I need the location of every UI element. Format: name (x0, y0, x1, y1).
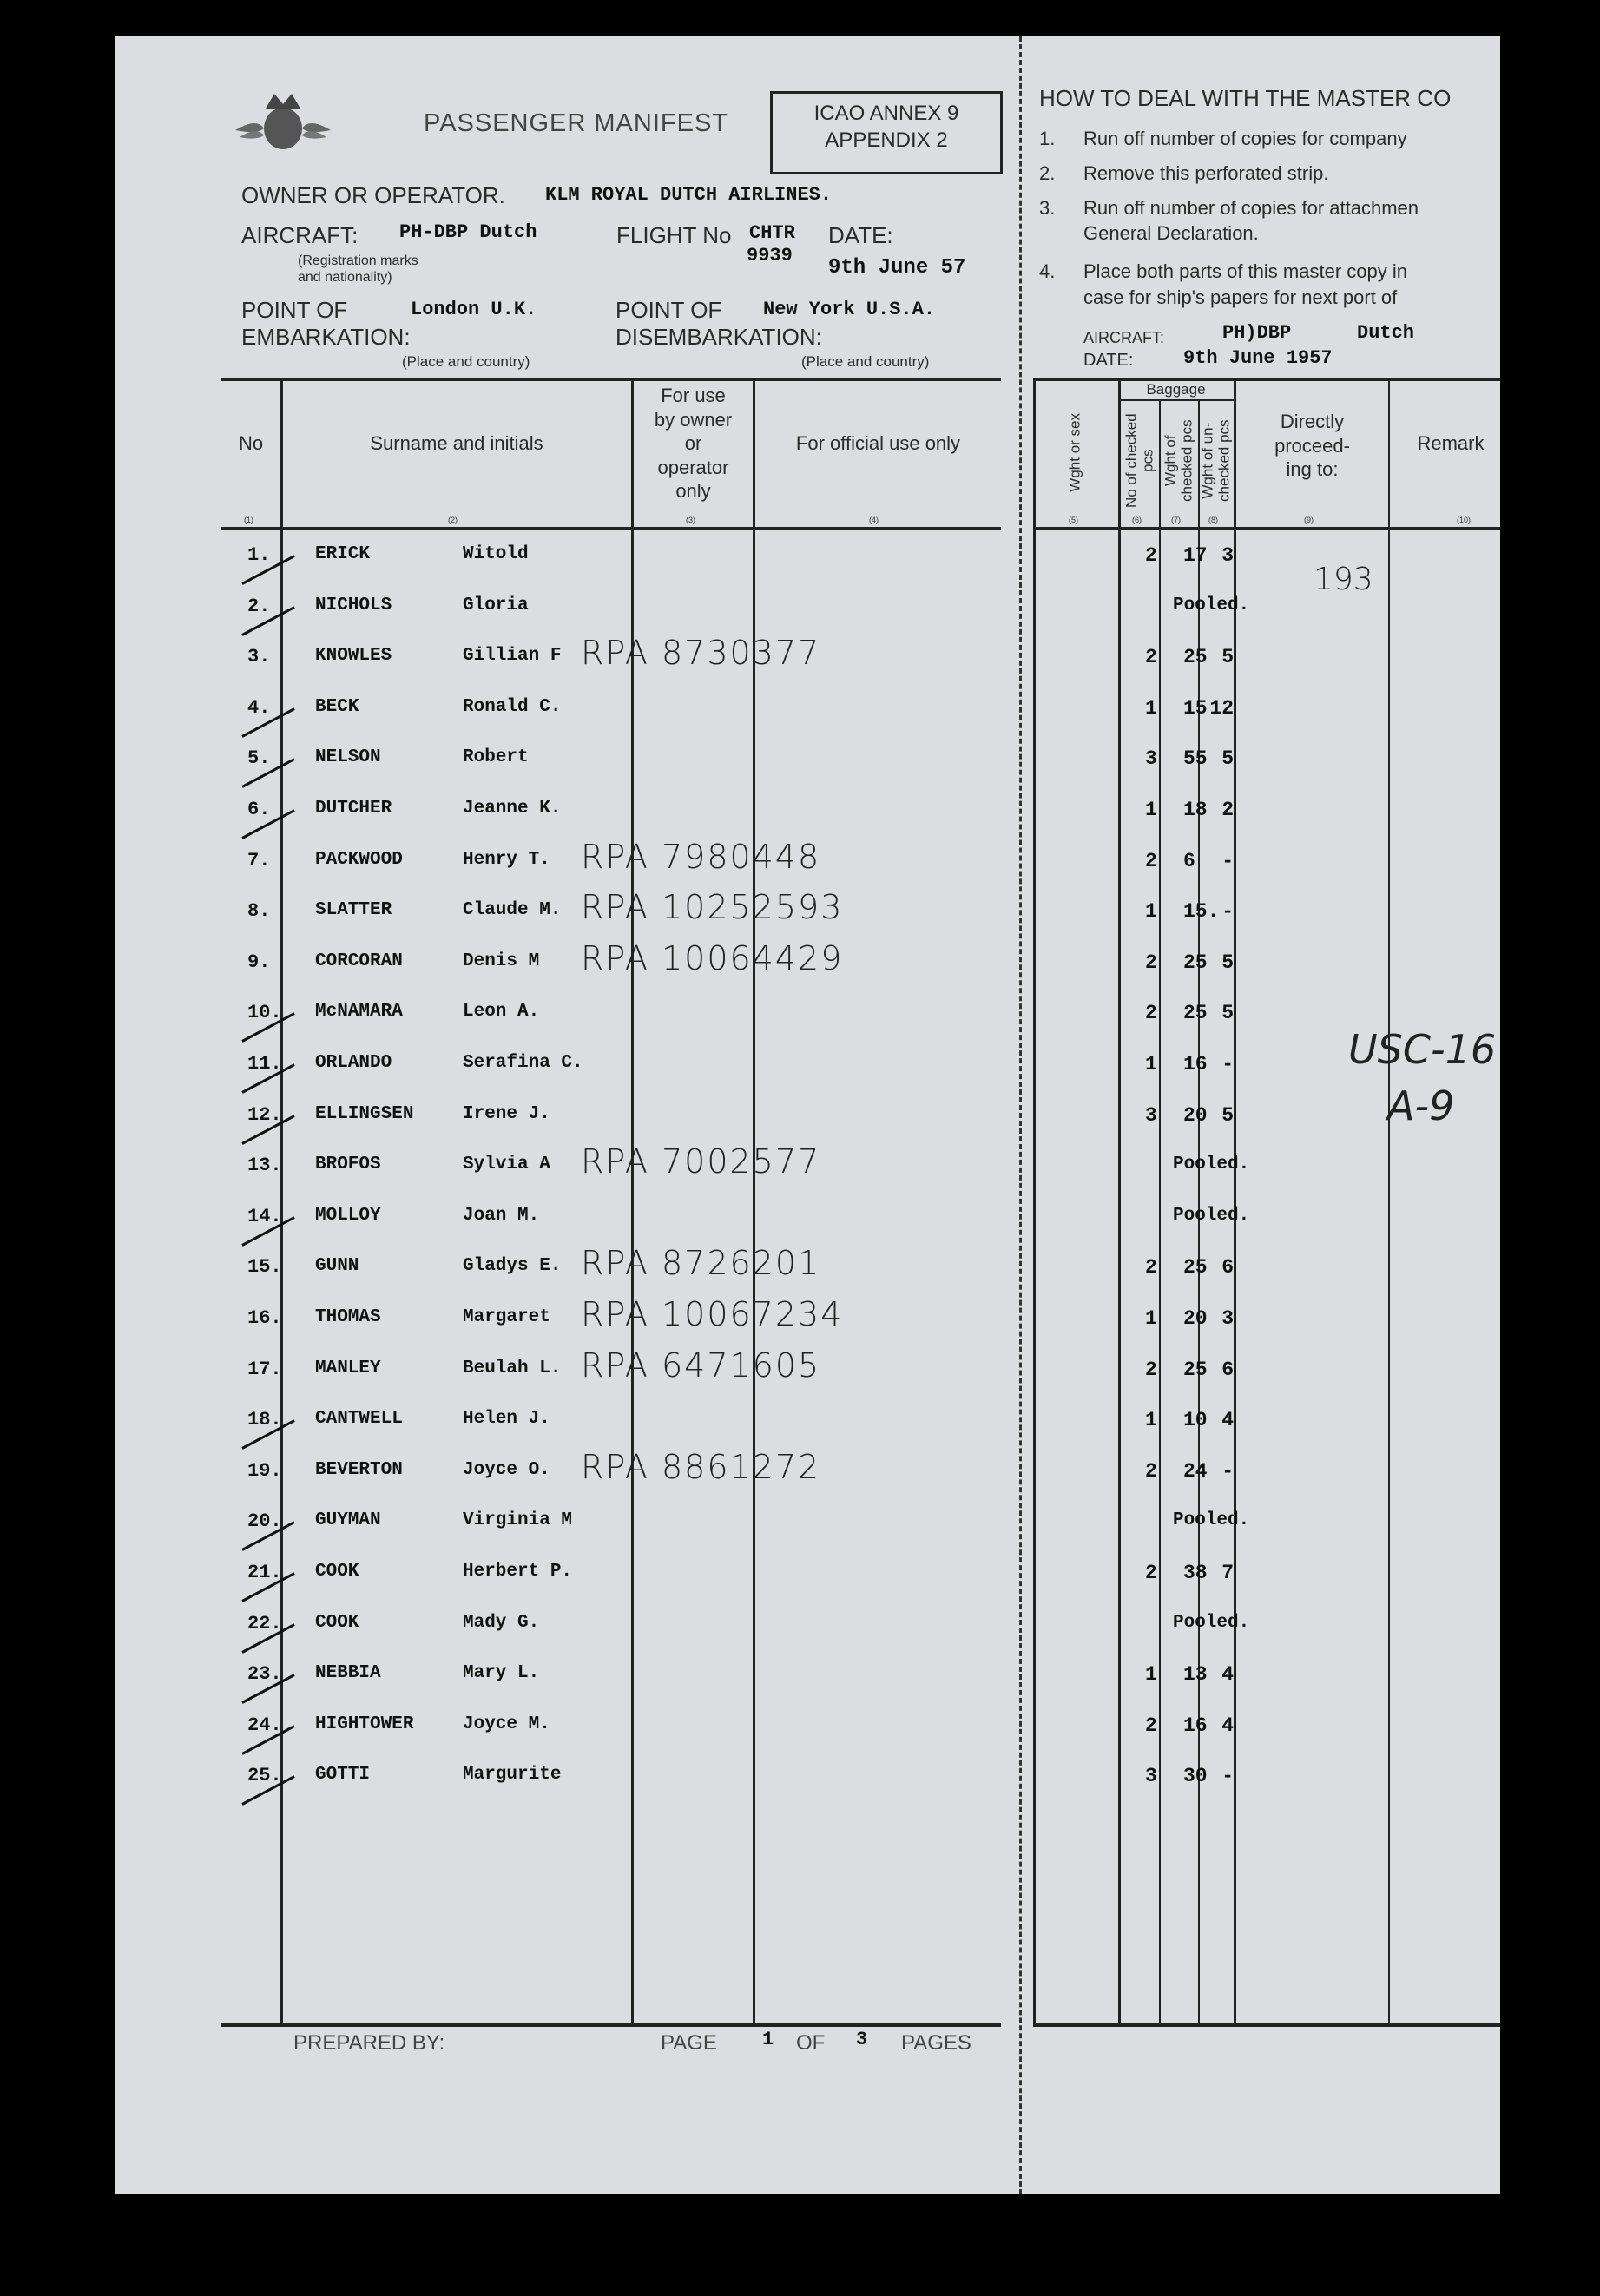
checked-weight: 25 (1183, 646, 1208, 668)
baggage-header-rule (1118, 399, 1235, 401)
annex-line-1: ICAO ANNEX 9 (813, 102, 959, 125)
checked-weight: 25 (1183, 1256, 1208, 1279)
passenger-number: 16. (247, 1307, 282, 1329)
disembark-value: New York U.S.A. (763, 299, 936, 320)
passenger-given-names: Joyce M. (463, 1714, 550, 1734)
passenger-given-names: Herbert P. (463, 1562, 573, 1582)
instruction-number: 4. (1039, 260, 1056, 282)
manifest-page (115, 36, 1500, 2194)
col-number: (9) (1304, 516, 1314, 524)
passenger-number: 20. (247, 1510, 282, 1532)
col-header-checked-pcs: No of checked pcs (1123, 413, 1156, 509)
col-number: (7) (1171, 516, 1181, 524)
passenger-number: 17. (247, 1359, 282, 1380)
passenger-number: 4. (247, 697, 271, 719)
instruction-text-continued: General Declaration. (1083, 222, 1259, 244)
checked-pieces: 2 (1145, 544, 1157, 567)
passenger-number: 18. (247, 1409, 282, 1431)
col-header-official: For official use only (795, 432, 961, 454)
passenger-number: 12. (247, 1104, 282, 1126)
checked-weight: 30 (1183, 1765, 1208, 1787)
col-header-remarks: Remark (1417, 432, 1485, 454)
passenger-surname: COOK (315, 1562, 359, 1582)
passenger-number: 23. (247, 1663, 282, 1685)
passenger-number: 24. (247, 1714, 282, 1736)
aircraft-value: PH-DBP Dutch (399, 221, 537, 243)
col-header-directly: Directly proceed- ing to: (1274, 411, 1350, 480)
passenger-given-names: Witold (463, 544, 529, 564)
unchecked-weight: 3 (1221, 544, 1234, 567)
passenger-surname: MOLLOY (315, 1206, 381, 1226)
unchecked-weight: 6 (1221, 1256, 1234, 1279)
checked-pieces: 1 (1145, 1663, 1157, 1686)
checked-weight: 18 (1183, 799, 1208, 821)
checked-pieces: 2 (1145, 1256, 1157, 1279)
rpa-number: RPA 10064429 (581, 939, 844, 977)
embark-value: London U.K. (411, 299, 537, 320)
checked-weight: 15. (1183, 900, 1220, 923)
baggage-pooled: Pooled. (1173, 1206, 1250, 1226)
passenger-surname: GUYMAN (315, 1510, 381, 1530)
passenger-given-names: Irene J. (463, 1104, 550, 1124)
checked-weight: 20 (1183, 1307, 1208, 1330)
owner-value: KLM ROYAL DUTCH AIRLINES. (545, 184, 833, 206)
rpa-number: RPA 8730377 (581, 634, 821, 672)
page-total: 3 (856, 2029, 868, 2050)
rpa-number: RPA 6471605 (581, 1346, 821, 1385)
prepared-by-label: PREPARED BY: (293, 2031, 445, 2055)
column-divider (1159, 399, 1161, 2024)
unchecked-weight: 5 (1221, 646, 1234, 668)
passenger-surname: ERICK (315, 544, 371, 564)
flight-value-2: 9939 (747, 245, 793, 266)
unchecked-weight: 5 (1221, 1104, 1234, 1127)
rpa-number: RPA 10252593 (581, 888, 844, 926)
passenger-surname: NICHOLS (315, 595, 392, 615)
passenger-surname: BEVERTON (315, 1460, 403, 1480)
unchecked-weight: - (1221, 850, 1234, 872)
column-divider (631, 379, 634, 2024)
passenger-surname: ORLANDO (315, 1053, 392, 1073)
master-aircraft-nationality: Dutch (1357, 322, 1415, 344)
passenger-surname: HIGHTOWER (315, 1714, 414, 1734)
col-header-checked-weight: Wght of checked pcs (1162, 419, 1195, 502)
checked-pieces: 2 (1145, 1460, 1157, 1483)
aircraft-label: AIRCRAFT: (241, 222, 359, 248)
passenger-surname: PACKWOOD (315, 850, 403, 870)
checked-weight: 20 (1183, 1104, 1208, 1127)
registration-note-1: (Registration marks (298, 253, 418, 268)
flight-label: FLIGHT No (616, 222, 732, 248)
col-number: (4) (869, 516, 879, 524)
passenger-number: 1. (247, 544, 271, 566)
col-number: (3) (686, 516, 695, 524)
col-header-surname: Surname and initials (370, 432, 543, 454)
column-divider (1033, 379, 1036, 2024)
instruction-number: 1. (1039, 128, 1056, 149)
passenger-number: 6. (247, 799, 271, 820)
passenger-given-names: Jeanne K. (463, 799, 562, 819)
checked-pieces: 2 (1145, 646, 1157, 668)
passenger-surname: GOTTI (315, 1765, 371, 1785)
checked-pieces: 2 (1145, 1359, 1157, 1381)
master-date-value: 9th June 1957 (1183, 347, 1333, 369)
checked-pieces: 3 (1145, 1104, 1157, 1127)
unchecked-weight: - (1221, 1460, 1234, 1483)
passenger-surname: BECK (315, 697, 359, 717)
checked-weight: 25 (1183, 1359, 1208, 1381)
passenger-given-names: Leon A. (463, 1002, 540, 1022)
page-number: 1 (762, 2029, 774, 2050)
checked-weight: 17 (1183, 544, 1208, 567)
passenger-given-names: Helen J. (463, 1409, 550, 1429)
embark-label-1: POINT OF (241, 297, 348, 323)
column-divider (1118, 379, 1121, 2024)
passenger-number: 25. (247, 1765, 282, 1786)
col-header-no: No (238, 432, 264, 454)
passenger-number: 11. (247, 1053, 282, 1075)
remark-note-1: USC-16 (1348, 1026, 1497, 1073)
unchecked-weight: 5 (1221, 1002, 1234, 1024)
passenger-given-names: Gillian F (463, 646, 562, 666)
instruction-text-continued: case for ship's papers for next port of (1083, 286, 1398, 308)
passenger-surname: COOK (315, 1613, 359, 1633)
unchecked-weight: 5 (1221, 747, 1234, 770)
checked-pieces: 1 (1145, 900, 1157, 923)
passenger-surname: KNOWLES (315, 646, 392, 666)
table-bottom-rule (221, 2023, 1001, 2027)
registration-note-2: and nationality) (298, 270, 392, 285)
checked-pieces: 3 (1145, 1765, 1157, 1787)
unchecked-weight: 4 (1221, 1663, 1234, 1686)
passenger-surname: CANTWELL (315, 1409, 403, 1429)
disembark-label-2: DISEMBARKATION: (616, 324, 822, 350)
passenger-number: 14. (247, 1206, 282, 1227)
passenger-number: 8. (247, 900, 271, 922)
passenger-given-names: Denis M (463, 951, 540, 971)
passenger-surname: THOMAS (315, 1307, 381, 1327)
passenger-number: 3. (247, 646, 271, 668)
klm-crown-logo (235, 87, 331, 156)
unchecked-weight: - (1221, 1765, 1234, 1787)
col-number: (10) (1457, 516, 1472, 524)
master-aircraft-value: PH)DBP (1222, 322, 1292, 344)
passenger-surname: NEBBIA (315, 1663, 381, 1683)
header-bottom-rule-right (1033, 527, 1500, 530)
passenger-number: 15. (247, 1256, 282, 1278)
passenger-number: 13. (247, 1155, 282, 1176)
unchecked-weight: 12 (1209, 697, 1234, 720)
col-header-weight-sex: Wght or sex (1066, 413, 1083, 492)
col-number: (2) (448, 516, 458, 524)
passenger-given-names: Virginia M (463, 1510, 573, 1530)
checked-weight: 38 (1183, 1562, 1208, 1584)
checked-weight: 55 (1183, 747, 1208, 770)
embark-place-note: (Place and country) (402, 353, 530, 370)
checked-weight: 6 (1183, 850, 1195, 872)
instructions-title: HOW TO DEAL WITH THE MASTER CO (1039, 85, 1452, 111)
remark-note-2: A-9 (1387, 1082, 1455, 1129)
instruction-text: Run off number of copies for company (1083, 128, 1407, 149)
disembark-place-note: (Place and country) (801, 353, 930, 370)
baggage-pooled: Pooled. (1173, 1510, 1250, 1530)
passenger-given-names: Beulah L. (463, 1359, 562, 1378)
unchecked-weight: 2 (1221, 799, 1234, 821)
checked-weight: 15 (1183, 697, 1208, 720)
col-header-owner-use: For use by owner or operator only (654, 385, 733, 502)
col-number: (6) (1132, 516, 1142, 524)
table-top-rule (221, 378, 1001, 381)
of-label: OF (796, 2031, 826, 2055)
checked-weight: 24 (1183, 1460, 1208, 1483)
instruction-text: Run off number of copies for attachmen (1083, 197, 1419, 219)
passenger-given-names: Margurite (463, 1765, 562, 1785)
checked-pieces: 1 (1145, 1307, 1157, 1330)
passenger-given-names: Ronald C. (463, 697, 562, 717)
master-aircraft-label: AIRCRAFT: (1083, 329, 1165, 346)
checked-pieces: 1 (1145, 697, 1157, 720)
col-header-unchecked-weight: Wght of un-checked pcs (1199, 419, 1232, 502)
passenger-surname: GUNN (315, 1256, 359, 1276)
passenger-given-names: Margaret (463, 1307, 550, 1327)
instruction-number: 2. (1039, 162, 1056, 184)
annex-line-2: APPENDIX 2 (825, 128, 948, 152)
perforation-line (1019, 36, 1022, 2194)
unchecked-weight: 3 (1221, 1307, 1234, 1330)
baggage-pooled: Pooled. (1173, 1613, 1250, 1633)
col-number: (5) (1069, 516, 1078, 524)
checked-pieces: 2 (1145, 951, 1157, 974)
passenger-given-names: Joyce O. (463, 1460, 550, 1480)
passenger-given-names: Joan M. (463, 1206, 540, 1226)
checked-pieces: 2 (1145, 1714, 1157, 1737)
passenger-surname: DUTCHER (315, 799, 392, 819)
checked-weight: 25 (1183, 1002, 1208, 1024)
disembark-label-1: POINT OF (616, 297, 722, 323)
checked-pieces: 2 (1145, 1002, 1157, 1024)
date-label: DATE: (828, 222, 893, 248)
form-title: PASSENGER MANIFEST (424, 109, 729, 137)
passenger-number: 2. (247, 595, 271, 617)
passenger-surname: ELLINGSEN (315, 1104, 414, 1124)
instruction-number: 3. (1039, 197, 1056, 219)
unchecked-weight: 6 (1221, 1359, 1234, 1381)
passenger-given-names: Henry T. (463, 850, 550, 870)
passenger-number: 21. (247, 1562, 282, 1583)
table-top-rule-right (1033, 378, 1500, 381)
column-divider (1388, 379, 1390, 2024)
passenger-surname: MANLEY (315, 1359, 381, 1378)
passenger-given-names: Claude M. (463, 900, 562, 920)
passenger-number: 7. (247, 850, 271, 872)
passenger-number: 9. (247, 951, 271, 973)
checked-weight: 16 (1183, 1053, 1208, 1076)
flight-value-1: CHTR (749, 222, 795, 244)
unchecked-weight: 5 (1221, 951, 1234, 974)
col-number: (1) (244, 516, 253, 524)
owner-label: OWNER OR OPERATOR. (241, 182, 505, 208)
checked-pieces: 1 (1145, 799, 1157, 821)
header-bottom-rule (221, 527, 1001, 530)
unchecked-weight: - (1221, 900, 1234, 923)
rpa-number: RPA 7002577 (581, 1142, 821, 1181)
passenger-given-names: Gladys E. (463, 1256, 562, 1276)
column-divider (1234, 379, 1236, 2024)
checked-pieces: 1 (1145, 1409, 1157, 1431)
passenger-surname: BROFOS (315, 1155, 381, 1174)
date-value: 9th June 57 (828, 256, 966, 280)
column-divider (753, 379, 755, 2024)
baggage-pooled: Pooled. (1173, 1155, 1250, 1174)
col-number: (8) (1208, 516, 1218, 524)
passenger-given-names: Gloria (463, 595, 529, 615)
instruction-text: Remove this perforated strip. (1083, 162, 1329, 184)
passenger-number: 10. (247, 1002, 282, 1023)
directly-proceeding-note: 193 (1314, 562, 1373, 597)
checked-pieces: 3 (1145, 747, 1157, 770)
passenger-given-names: Mady G. (463, 1613, 540, 1633)
passenger-number: 22. (247, 1613, 282, 1635)
checked-pieces: 1 (1145, 1053, 1157, 1076)
rpa-number: RPA 7980448 (581, 838, 821, 876)
table-bottom-rule-right (1033, 2023, 1500, 2027)
unchecked-weight: 4 (1221, 1409, 1234, 1431)
rpa-number: RPA 8726201 (581, 1244, 821, 1282)
embark-label-2: EMBARKATION: (241, 324, 411, 350)
passenger-given-names: Robert (463, 747, 529, 767)
unchecked-weight: - (1221, 1053, 1234, 1076)
passenger-given-names: Serafina C. (463, 1053, 583, 1073)
passenger-surname: CORCORAN (315, 951, 403, 971)
checked-weight: 13 (1183, 1663, 1208, 1686)
checked-weight: 16 (1183, 1714, 1208, 1737)
instruction-text: Place both parts of this master copy in (1083, 260, 1407, 282)
passenger-given-names: Sylvia A (463, 1155, 550, 1174)
checked-weight: 10 (1183, 1409, 1208, 1431)
unchecked-weight: 7 (1221, 1562, 1234, 1584)
baggage-pooled: Pooled. (1173, 595, 1250, 615)
unchecked-weight: 4 (1221, 1714, 1234, 1737)
master-date-label: DATE: (1083, 351, 1134, 370)
checked-pieces: 2 (1145, 1562, 1157, 1584)
rpa-number: RPA 10067234 (581, 1295, 844, 1333)
checked-weight: 25 (1183, 951, 1208, 974)
pages-label: PAGES (901, 2031, 971, 2055)
checked-pieces: 2 (1145, 850, 1157, 872)
col-header-baggage: Baggage (1146, 381, 1206, 398)
passenger-surname: SLATTER (315, 900, 392, 920)
passenger-given-names: Mary L. (463, 1663, 540, 1683)
passenger-number: 5. (247, 747, 271, 769)
passenger-surname: NELSON (315, 747, 381, 767)
page-label: PAGE (661, 2031, 717, 2055)
passenger-surname: McNAMARA (315, 1002, 403, 1022)
passenger-number: 19. (247, 1460, 282, 1482)
rpa-number: RPA 8861272 (581, 1448, 821, 1486)
